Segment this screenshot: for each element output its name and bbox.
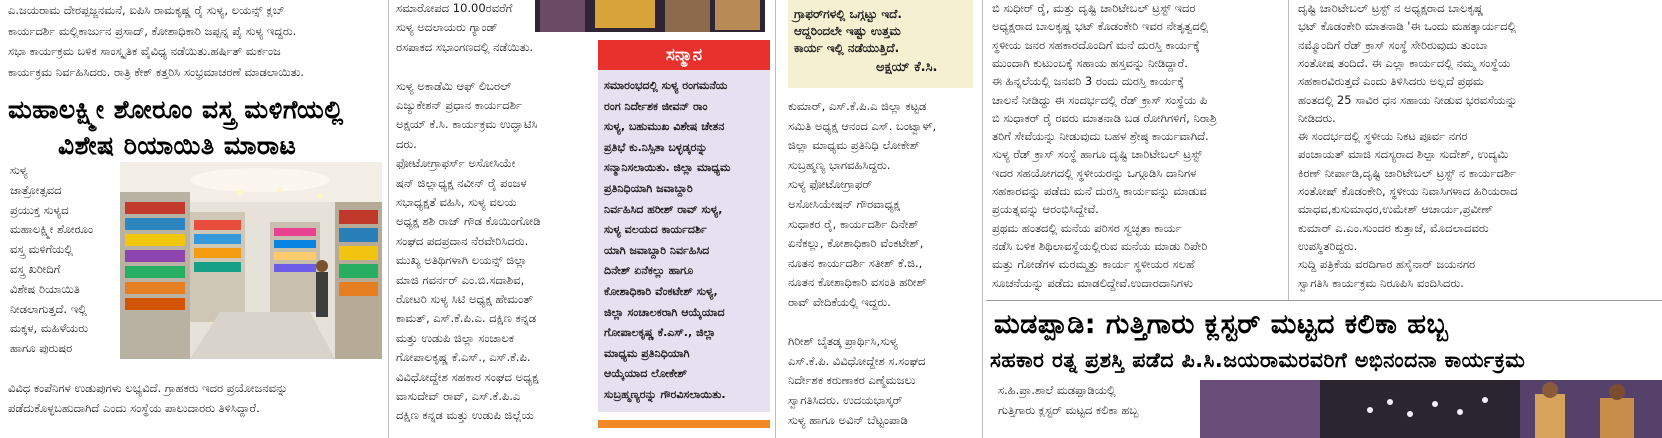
- text-line: ಸ್ಥಳೀಯ ಜನರ ಸಹಕಾರದೊಂದಿಗೆ ಮನೆ ದುರಸ್ತಿ ಕಾರ್ಯಕ್ಕೆ: [992, 37, 1200, 52]
- headline-madappadi: ಮಡಪ್ಪಾಡಿ: ಗುತ್ತಿಗಾರು ಕ್ಲಸ್ಟರ್ ಮಟ್ಟದ ಕಲಿಕಾ ಹಬ್ಬ: [994, 309, 1449, 340]
- section-divider: [986, 300, 1662, 301]
- text-line: ಪ್ರಥಮ ಹಂತದಲ್ಲಿ ಮನೆಯ ಪರಿಸರ ಸ್ವಚ್ಛತಾ ಕಾರ್ಯ: [992, 220, 1182, 235]
- column-5: [1292, 0, 1662, 300]
- text-line: ದಿನೇಶ್ ಏನೆಕಲ್ಲು ಹಾಗೂ: [604, 264, 694, 278]
- text-line: ಸುಳ್ಯ: [10, 163, 28, 177]
- text-line: ಸುಳ್ಯ ಅದಲಾಯರು ಗ್ಯಾಂಡ್: [396, 20, 498, 35]
- kalika-habba-photo: [1200, 380, 1662, 438]
- text-line: ಮಕ್ಕಳ, ಮಹಿಳೆಯರು: [10, 321, 88, 336]
- text-line: ಸಂತೋಷ್ ಕೊಡಂಕೇರಿ, ಸ್ಥಳೀಯ ನಿವಾಸಿಗಳಾದ ಹಿರಿಯರಾದ: [1298, 184, 1518, 198]
- text-line: ಗುತ್ತಿಗಾರು ಕ್ಲಸ್ಟರ್ ಮಟ್ಟದ ಕಲಿಕಾ ಹಬ್ಬ: [998, 403, 1139, 417]
- text-line: ವಿವಿಧ ಕಂಪೆನಿಗಳ ಉಡುಪುಗಳು ಲಭ್ಯವಿದೆ. ಗ್ರಾಹಕರು ಇದರ ಪ್ರಯೋಜನವನ್ನು: [8, 381, 288, 395]
- headline-mahalakshmi-sub: ವಿಶೇಷ ರಿಯಾಯಿತಿ ಮಾರಾಟ: [58, 131, 297, 160]
- text-line: ವಿಶೇಷ ರಿಯಾಯಿತಿ: [10, 281, 80, 296]
- text-line: ಆಯ್ಕೆಯಾದ ಲೋಕೇಶ್: [604, 367, 688, 381]
- column-2: [390, 0, 592, 438]
- text-line: ಕಾರ್ಯ ಇಲ್ಲಿ ನಡೆಯುತ್ತಿದೆ.: [794, 41, 900, 55]
- text-line: ತರಿಗೆ ಸೇವೆಯನ್ನು ನೀಡುವುದು ಬಹಳ ಶ್ರೇಷ್ಠ ಕಾರ್ಯವಾಗಿದೆ.: [992, 129, 1209, 144]
- text-line: ಏನೆಕಲ್ಲು, ಕೋಶಾಧಿಕಾರಿ ವೆಂಕಟೇಶ್,: [788, 236, 924, 251]
- text-line: ಜಿಲ್ಲಾ ಮಾಧ್ಯಮ ಪ್ರತಿನಿಧಿ ಲೋಕೇಶ್: [788, 138, 920, 153]
- text-line: ಮಹಾಲಕ್ಷ್ಮೀ ಶೋರೂಂ: [10, 222, 94, 237]
- text-line: ನೂತನ ಕಾರ್ಯದರ್ಶಿ ಸತೀಶ್ ಕೆ.ಜಿ.,: [788, 255, 923, 270]
- text-line: ಸ್ವಾಗತಿಸಿದರು. ಉದಯಭಾಸ್ಕರ್: [788, 393, 903, 407]
- text-line: ವಸ್ತ್ರ ಖರೀದಿಗೆ: [10, 262, 61, 276]
- text-line: ಗೋಪಾಲಕೃಷ್ಣ ಕೆ.ಎಸ್., ಜಿಲ್ಲಾ: [604, 326, 716, 340]
- text-line: ನಿರ್ವಹಿಸಿದ ಹರೀಶ್ ರಾವ್ ಸುಳ್ಯ,: [604, 202, 723, 216]
- text-line: ಸುಬ್ರಹ್ಮಣ್ಯರನ್ನು ಗೌರವಿಸಲಾಯಿತು.: [604, 388, 726, 401]
- text-line: ಸಹಕಾರವನ್ನು ಪಡೆದು ಮನೆ ದುರಸ್ತಿ ಕಾರ್ಯವನ್ನು ಮಾಡುವ: [992, 184, 1207, 198]
- text-line: ಕೋಶಾಧಿಕಾರಿ ವೆಂಕಟೇಶ್ ಸುಳ್ಯ,: [604, 285, 718, 298]
- column-divider: [775, 0, 776, 438]
- text-line: ಮುಖ್ಯ ಅತಿಥಿಗಳಾಗಿ ಲಯನ್ಸ್ ಜಿಲ್ಲಾ: [396, 253, 528, 268]
- column-4: [986, 0, 1286, 300]
- text-line: ಚಾಲನೆ ನೀಡಿದ್ದು ಈ ಸಂದರ್ಭದಲ್ಲಿ ರೆಡ್ ಕ್ರಾಸ್ ಸಂಸ್ಥೆಯ ಪಿ: [992, 92, 1208, 107]
- text-line: ಸುಳ್ಯ ರೆಡ್ ಕ್ರಾಸ್ ಸಂಸ್ಥೆ ಹಾಗೂ ದೃಷ್ಟಿ ಚಾರಿಟೇಬಲ್ ಟ್ರಸ್ಟ್: [992, 147, 1202, 162]
- text-line: ನಡೆಸಿ ಬಳಿಕ ಶಿಥಿಲಾವಸ್ಥೆಯಲ್ಲಿರುವ ಮನೆಯ ಮಾಡು ರಿಪೇರಿ: [992, 238, 1208, 253]
- store-photo: [120, 162, 382, 359]
- text-line: ನೀಡಲಾಗುತ್ತದೆ. ಇಲ್ಲಿ: [10, 301, 87, 316]
- text-line: ಎ.ಜಯರಾಮ ದೇರಪ್ಪಜ್ಜನಮನೆ, ಐಪಿಸಿ ರಾಮಕೃಷ್ಣ ರೈ ಸುಳ್ಯ, ಲಯನ್ಸ್ ಕ್ಲಬ್: [8, 3, 285, 17]
- text-line: ಮಾಜಿ ಗವರ್ನರ್ ಎಂ.ಬಿ.ಸದಾಶಿವ,: [396, 272, 525, 287]
- text-line: ಕಾರ್ಯದರ್ಶಿ ಮಲ್ಲಿಕಾರ್ಜುನ ಪ್ರಸಾದ್, ಕೋಶಾಧಿಕಾರಿ ಜಪ್ಪನ್ನ ಪೈ ಸುಳ್ಯ ಇದ್ದರು.: [8, 23, 297, 38]
- text-line: ಸ.ಹಿ.ಪ್ರಾ.ಶಾಲೆ ಮಡಪ್ಪಾಡಿಯಲ್ಲಿ: [998, 383, 1116, 397]
- text-line: ಭಟ್ ಕೊಡಂಕೇರಿ ಮಾತನಾಡಿ 'ಈ ಒಂದು ಮಹತ್ಕಾರ್ಯದಲ್ಲಿ: [1298, 19, 1517, 34]
- text-line: ಸುಳ್ಯ ಫೋಟೋಗ್ರಾಫರ್: [788, 177, 873, 192]
- text-line: ಎಸ್.ಕೆ.ಪಿ. ವಿವಿಧೋದ್ದೇಶ ಸ.ಸಂಘದ: [788, 353, 926, 368]
- text-line: ಪ್ರಯುಕ್ತ ಸುಳ್ಯದ: [10, 202, 69, 217]
- text-line: ಗಿರೀಶ್ ಬೈತಡ್ಕ ಪ್ರಾರ್ಥಿಸಿ,ಸುಳ್ಯ: [788, 334, 898, 349]
- text-line: ಸ್ವಾಗತಿಸಿ ಕಾರ್ಯಕ್ರಮ ನಿರೂಪಿಸಿ ವಂದಿಸಿದರು.: [1298, 275, 1464, 290]
- text-line: ಪ್ರತಿನಿಧಿಯಾಗಿ ಜವಾಬ್ದಾರಿ: [604, 182, 693, 195]
- text-line: ರಂಗ ನಿರ್ದೇಶಕ ಜೀವನ್ ರಾಂ: [604, 99, 708, 113]
- text-line: ಮತ್ತು ಉಡುಪಿ ಜಿಲ್ಲಾ ಸಂಚಾಲಕ: [396, 330, 514, 345]
- text-line: ನೀಡಿದರು.: [1298, 110, 1336, 125]
- column-1: [0, 0, 387, 438]
- text-line: ಜಿಲ್ಲಾ ಸಂಚಾಲಕರಾಗಿ ಆಯ್ಕೆಯಾದ: [604, 305, 725, 319]
- quote-box: [788, 0, 973, 88]
- text-line: ಷನ್ ಜಿಲ್ಲಾಧ್ಯಕ್ಷ ನವೀನ್ ರೈ ಪಂಜಳ: [396, 175, 527, 190]
- text-line: ಗ್ರಾಫರ್‌ಗಳಲ್ಲಿ ಒಗ್ಗಟ್ಟು ಇದೆ.: [794, 7, 902, 21]
- text-line: ಈ ಸಂದರ್ಭದಲ್ಲಿ ಸ್ಥಳೀಯ ನಿಕಟ ಪೂರ್ವ ನಗರ: [1298, 129, 1468, 144]
- text-line: ಮುಂದಾಗಿ ಕುಟುಂಬಕ್ಕೆ ಸಹಾಯ ಹಸ್ತವನ್ನು ನೀಡಿದ್ದಾರೆ.: [992, 55, 1188, 70]
- text-line: ಸಮಿತಿ ಅಧ್ಯಕ್ಷ ಆನಂದ ಎಸ್. ಬಂಟ್ವಾಳ್,: [788, 118, 937, 133]
- text-line: ರಸಪಾಕದ ಸಭಾಂಗಣದಲ್ಲಿ ನಡೆಯಿತು.: [396, 39, 534, 54]
- text-line: ಇದರ ಸಹಯೋಗದಲ್ಲಿ ಸ್ಥಳೀಯರನ್ನು ಒಗ್ಗೂಡಿಸಿ ದಾನಿಗಳ: [992, 165, 1197, 180]
- sanmana-box: [598, 40, 770, 412]
- text-line: ರೋಟರಿ ಸುಳ್ಯ ಸಿಟಿ ಅಧ್ಯಕ್ಷ ಹೇಮಂತ್: [396, 292, 534, 306]
- text-line: ಹಂತದಲ್ಲಿ 25 ಸಾವಿರ ಧನ ಸಹಾಯ ನೀಡುವ ಭರವಸೆಯನ್ನು: [1298, 92, 1518, 107]
- quote-signature: ಅಕ್ಷಯ್ ಕೆ.ಸಿ.: [876, 60, 938, 75]
- text-line: ಪ್ರಯತ್ನವನ್ನು ಆರಂಭಿಸಿದ್ದೇವೆ.: [992, 202, 1099, 217]
- text-line: ನಿರ್ದೇಶಕ ಕರುಣಾಕರ ಎಣ್ಮೆಮಜಲು: [788, 373, 916, 388]
- text-line: ಕುಮಾರ್, ಎಸ್.ಕೆ.ಪಿ.ಎ ಜಿಲ್ಲಾ ಕಟ್ಟಡ: [788, 99, 927, 113]
- text-line: ಸುಬ್ರಹ್ಮಣ್ಯ ಭಾಗವಹಿಸಿದ್ದರು.: [788, 157, 891, 172]
- text-line: ಸೂಚನೆಯನ್ನು ಪಡೆದು ಮಾಡಲಿದ್ದೇವೆ.ಉದಾರದಾನಿಗಳು: [992, 275, 1193, 290]
- text-line: ಬಿ ಸುಧೀರ್ ರೈ, ಮತ್ತು ದೃಷ್ಟಿ ಚಾರಿಟೇಬಲ್ ಟ್ರಸ್ಟ್ ಇದರ: [992, 1, 1196, 15]
- text-line: ಸುಳ್ಯ, ಬಹುಮುಖ ವಿಶೇಷ ಚೇತನ: [604, 120, 725, 134]
- kalika-habba-image: [1200, 380, 1662, 438]
- text-line: ಸಂತೋಷ ತಂದಿದೆ. ಈ ಎಲ್ಲಾ ಕಾರ್ಯದಲ್ಲಿ ನಮ್ಮ ಸಂಸ್ಥೆಯ: [1298, 55, 1511, 70]
- text-line: ಬಿ ಸುಧಾಕರ್ ರೈ ರವರು ಮಾತನಾಡಿ ಬಡ ರೋಗಿಗಳಿಗೆ, ನಿರಾಶ್ರಿ: [992, 110, 1217, 125]
- event-photo-image: [535, 0, 765, 32]
- text-line: ವಸ್ತ್ರ ಮಳಿಗೆಯಲ್ಲಿ: [10, 242, 73, 257]
- text-line: ನೂತನ ಕೋಶಾಧಿಕಾರಿ ವಸಂತಿ ಹರೀಶ್: [788, 275, 927, 290]
- headline-sahakara-ratna: ಸಹಕಾರ ರತ್ನ ಪ್ರಶಸ್ತಿ ಪಡೆದ ಪಿ.ಸಿ.ಜಯರಾಮರವರಿಗೆ ಅಭಿನಂದನಾ ಕಾರ್ಯಕ್ರಮ: [990, 348, 1526, 372]
- text-line: ಈ ಹಿನ್ನಲೆಯಲ್ಲಿ ಜನವರಿ 3 ರಂದು ದುರಸ್ತಿ ಕಾರ್ಯಕ್ಕೆ: [992, 74, 1184, 89]
- text-line: ಯಾಗಿ ಜವಾಬ್ದಾರಿ ನಿರ್ವಹಿಸಿದ: [604, 243, 710, 257]
- text-line: ಪ್ರತಿಭೆ ಕು.ನಿಸ್ಸಿತಾ ಬಳ್ಳಡ್ಕರನ್ನು: [604, 140, 708, 154]
- sanmana-title: ಸನ್ಮಾನ: [598, 40, 770, 70]
- sanmana-bottom-rule: [598, 420, 770, 428]
- text-line: ವಾಸುದೇವ್ ರಾವ್, ಎಸ್.ಕೆ.ಪಿ.ಎ: [396, 389, 521, 403]
- text-line: ಮಾಧ್ಯಮ ಪ್ರತಿನಿಧಿಯಾಗಿ: [604, 346, 690, 360]
- text-line: ಸಮಾರಂಭದಲ್ಲಿ ಸುಳ್ಯ ರಂಗಮನೆಯ: [604, 79, 728, 92]
- text-line: ಸಭಾ ಕಾರ್ಯಕ್ರಮ ಬಳಿಕ ಸಾಂಸ್ಕೃತಿಕ ವೈವಿಧ್ಯ ನಡೆಯಿತು.ಹರ್ಷಿತ್ ಮರ್ಕಂಜ: [8, 44, 281, 58]
- column-3: [784, 92, 979, 438]
- text-line: ಸಮಾರೋಪದ 10.00ರವರೆಗೆ: [396, 1, 513, 15]
- text-line: ಸುಧಾಕರ ರೈ, ಕಾರ್ಯದರ್ಶಿ ದಿನೇಶ್: [788, 216, 919, 231]
- text-line: ಕಾಮತ್, ಎಸ್.ಕೆ.ಪಿ.ಎ. ದಕ್ಷಿಣ ಕನ್ನಡ: [396, 311, 537, 326]
- text-line: ಪಂಚಾಯತ್ ಮಾಜಿ ಸದಸ್ಯರಾದ ಶಿಲ್ಪಾ ಸುದೇಶ್, ಉದ್ಯಮಿ: [1298, 147, 1509, 162]
- text-line: ಸಭಾಧ್ಯಕ್ಷತೆ ವಹಿಸಿ, ಸುಳ್ಯ ವಲಯ: [396, 195, 517, 209]
- text-line: ವಿವಿಧೋದ್ದೇಶ ಸಹಕಾರ ಸಂಘದ ಅಧ್ಯಕ್ಷ: [396, 369, 539, 384]
- text-line: ಸುಳ್ಯ ಹಾಗೂ ಅವಿನ್ ಬೆಟ್ಟಂಪಾಡಿ: [788, 412, 908, 427]
- text-line: ಸುಳ್ಯ ವಲಯದ ಕಾರ್ಯದರ್ಶಿ: [604, 223, 707, 237]
- text-line: ಅಕ್ಷಯ್ ಕೆ.ಸಿ. ಕಾರ್ಯಕ್ರಮ ಉದ್ಘಾಟಿಸಿ: [396, 117, 538, 132]
- text-line: ಸುಳ್ಯ ಅಕಾಡೆಮಿ ಆಫ್ ಲಿಬರಲ್: [396, 78, 512, 93]
- madappadi-article: [986, 380, 1196, 438]
- text-line: ಸುದ್ದಿ ಪತ್ರಿಕೆಯ ವರದಿಗಾರ ಹಸೈನಾರ್ ಜಯನಗರ: [1298, 257, 1476, 272]
- text-line: ರಾವ್ ವೇದಿಕೆಯಲ್ಲಿ ಇದ್ದರು.: [788, 295, 891, 309]
- text-line: ಫೋಟೋಗ್ರಾಫರ್ಸ್ ಅಸೋಸಿಯೇ: [396, 156, 516, 171]
- text-line: ಉಪಸ್ಥಿತರಿದ್ದರು.: [1298, 238, 1358, 253]
- text-line: ಆದ್ದರಿಂದಲೇ ಇಷ್ಟು ಉತ್ತಮ: [794, 24, 901, 38]
- store-interior-image: [120, 162, 382, 359]
- column-divider: [1288, 0, 1289, 300]
- text-line: ಕಾರ್ಯಕ್ರಮ ನಿರ್ವಹಿಸಿದರು. ರಾತ್ರಿ ಕೇಕ್ ಕತ್ತರಿಸಿ ಸಂಭ್ರಮಾಚರಣೆ ಮಾಡಲಾಯಿತು.: [8, 64, 305, 79]
- text-line: ದರು.: [396, 136, 417, 151]
- text-line: ಎಜ್ಯುಕೇಶನ್ ಪ್ರಧಾನ ಕಾರ್ಯದರ್ಶಿ: [396, 98, 522, 112]
- text-line: ಗೋಪಾಲಕೃಷ್ಣ ಕೆ.ಎಸ್., ಎಸ್.ಕೆ.ಪಿ.: [396, 350, 531, 365]
- column-divider: [388, 0, 389, 438]
- text-line: ಸನ್ಮಾನಿಸಲಾಯಿತು. ಜಿಲ್ಲಾ ಮಾಧ್ಯಮ: [604, 161, 731, 175]
- text-line: ಕುಮಾರ್ ಎ.ಎಂ.ಸುಂದರ ಕುತ್ತಾಜೆ, ಮೊದಲಾದವರು: [1298, 220, 1489, 235]
- text-line: ಸಂಘದ ಪದಪ್ರದಾನ ನೆರವೇರಿಸಿದರು.: [396, 233, 529, 248]
- text-line: ಅಧ್ಯಕ್ಷ ಶಶಿ ರಾಜ್ ಗೌಡ ಕೊಯಿಂಗೋಡಿ: [396, 214, 541, 229]
- text-line: ಮತ್ತು ಗೋಡೆಗಳ ಮರಮ್ಮತ್ತು ಕಾರ್ಯ ಸ್ಥಳೀಯರ ಸಲಹೆ: [992, 257, 1195, 272]
- text-line: ಕಿರಣ್ ನೀರ್ಪಾಡಿ,ದೃಷ್ಟಿ ಚಾರಿಟೇಬಲ್ ಟ್ರಸ್ಟ್ ನ ಕಾರ್ಯದರ್ಶಿ: [1298, 165, 1517, 180]
- text-line: ಹಾಗೂ ಪುರುಷರ: [10, 341, 73, 356]
- text-line: ದೃಷ್ಟಿ ಚಾರಿಟೇಬಲ್ ಟ್ರಸ್ಟ್ ನ ಅಧ್ಯಕ್ಷರಾದ ಬಾಲಕೃಷ್ಣ: [1298, 1, 1484, 15]
- text-line: ದಕ್ಷಿಣ ಕನ್ನಡ ಮತ್ತು ಉಡುಪಿ ಜಿಲ್ಲೆಯ: [396, 408, 534, 423]
- headline-mahalakshmi: ಮಹಾಲಕ್ಷ್ಮೀ ಶೋರೂಂ ವಸ್ತ್ರ ಮಳಿಗೆಯಲ್ಲಿ: [8, 95, 344, 124]
- text-line: ಮಾಧವ,ಕುಸುಮಾಧರ,ಉಮೇಶ್ ಆಚಾರ್ಯ,ಪ್ರವೀಣ್: [1298, 202, 1493, 217]
- text-line: ನಮ್ಮೊಂದಿಗೆ ರೆಡ್ ಕ್ರಾಸ್ ಸಂಸ್ಥೆ ಸೇರಿರುವುದು ತುಂಬಾ: [1298, 37, 1488, 52]
- column-divider: [982, 0, 983, 438]
- text-line: ಪಡೆದುಕೊಳ್ಳಬಹುದಾಗಿದೆ ಎಂದು ಸಂಸ್ಥೆಯ ಪಾಲುದಾರರು ತಿಳಿಸಿದ್ದಾರೆ.: [8, 401, 260, 415]
- event-photo: [535, 0, 765, 32]
- text-line: ಸಹಕಾರವಿರುತ್ತದೆ ಎಂದು ತಿಳಿಸಿದರು ಅಲ್ಲದೆ ಪ್ರಥಮ: [1298, 74, 1484, 89]
- text-line: ಜಾತ್ರೋತ್ಸವದ: [10, 182, 62, 197]
- text-line: ಅಧ್ಯಕ್ಷರಾದ ಬಾಲಕೃಷ್ಣ ಭಟ್ ಕೊಡಂಕೇರಿ ಇವರ ನೇತೃತ್ವದಲ್ಲಿ: [992, 19, 1209, 34]
- text-line: ಅಸೋಸಿಯೇಷನ್ ಗೌರವಾಧ್ಯಕ್ಷ: [788, 197, 900, 211]
